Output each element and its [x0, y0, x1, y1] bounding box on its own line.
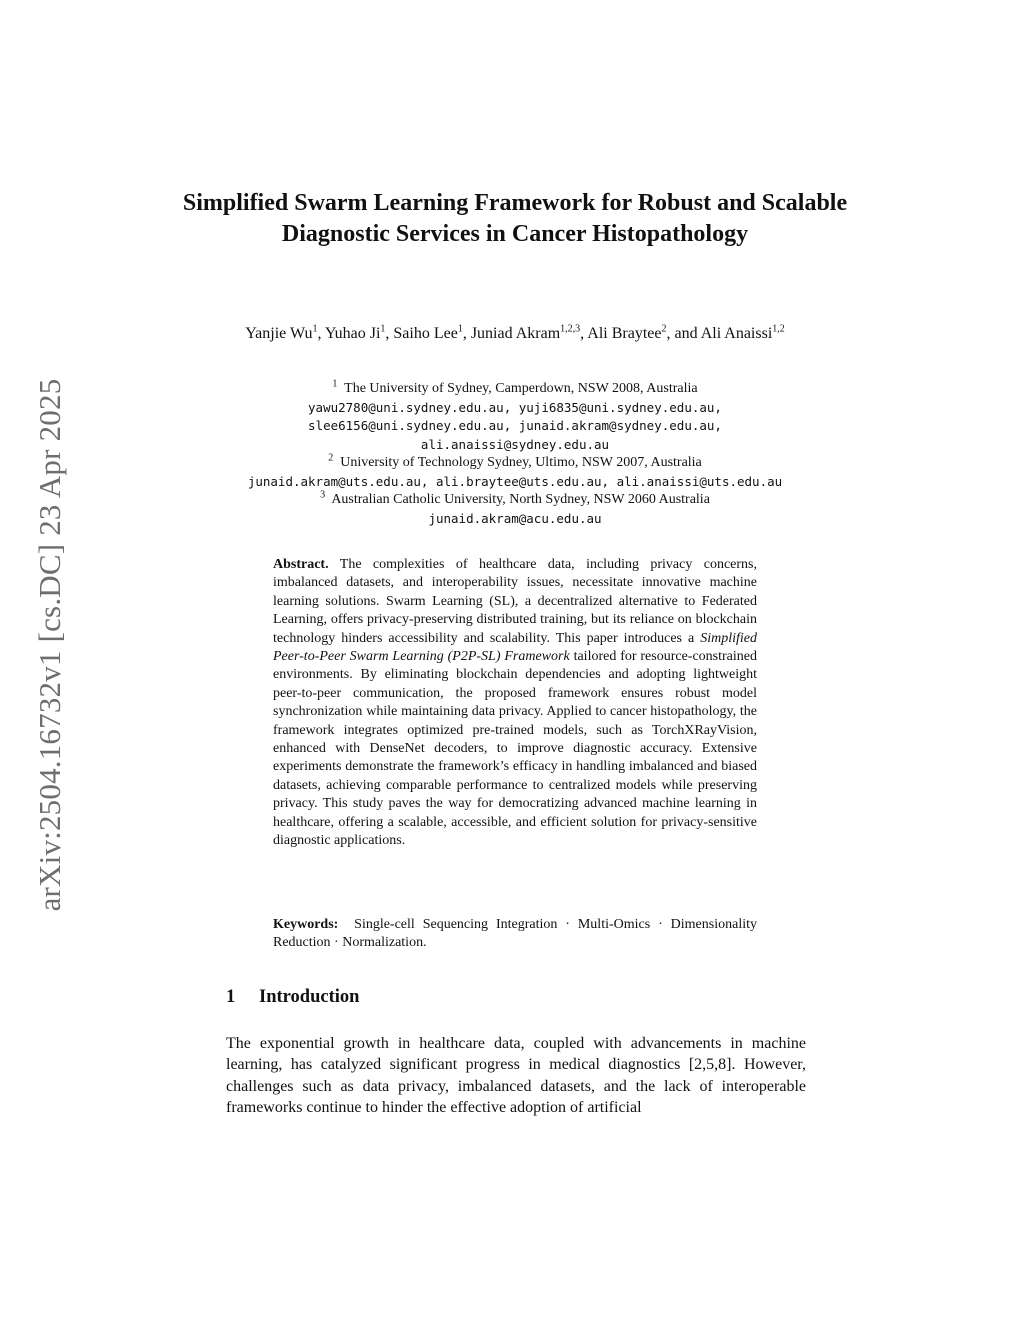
abstract-text-continued: tailored for resource-constrained environments. By eliminating blockchain dependencies and adopting lightweight peer-to-peer communication, the proposed framework ensures robust model synchronization while maintaining data privacy. Applied to cancer histopathology, the framework integrates optimized pre-trained models, such as TorchXRayVision, enhanced with DenseNet decoders, to improve diagnostic accuracy. Extensive experiments demonstrate the framework’s efficacy in handling imbalanced and biased datasets, achieving comparable performance to centralized models while preserving privacy. This study paves the way for democratizing advanced machine learning in healthcare, offering a scalable, accessible, and efficient solution for privacy-sensitive diagnostic applications. [273, 649, 758, 849]
author: Yanjie Wu$^1$, [245, 323, 325, 342]
section-number: 1 [226, 987, 236, 1007]
author: Ali Braytee$^2$, and [587, 323, 701, 342]
paper-title: Simplified Swarm Learning Framework for Robust and Scalable Diagnostic Services in Cancer Histopathology [182, 190, 848, 247]
keywords-label: Keywords: [273, 917, 339, 932]
section-heading [226, 987, 359, 1008]
keywords [273, 916, 757, 953]
author-list [222, 323, 808, 345]
email-line: yawu2780@uni.sydney.edu.au, yuji6835@uni.sydney.edu.au, [308, 399, 722, 415]
author: Juniad Akram$^{1,2,3}$, [470, 323, 588, 342]
author: Ali Anaissi$^{1,2}$ [700, 323, 785, 342]
abstract [273, 556, 757, 851]
author: Saiho Lee$^1$, [393, 323, 471, 342]
email-line: slee6156@uni.sydney.edu.au, junaid.akram@sydney.edu.au, [308, 418, 722, 433]
affiliation-1: $^1$ The University of Sydney, Camperdown, NSW 2008, Australia [332, 378, 698, 396]
affiliation-2: $^2$ University of Technology Sydney, Ultimo, NSW 2007, Australia [328, 452, 702, 470]
email-line: junaid.akram@uts.edu.au, ali.braytee@uts.edu.au, ali.anaissi@uts.edu.au [247, 473, 783, 489]
keywords-text: Single-cell Sequencing Integration · Multi-Omics · Dimensionality Reduction · Normalization. [273, 917, 757, 951]
affiliation-3: $^3$ Australian Catholic University, North Sydney, NSW 2060 Australia [320, 489, 710, 507]
arxiv-sidebar [30, 350, 70, 940]
author: Yuhao Ji$^1$, [324, 323, 394, 342]
affiliations [200, 380, 830, 528]
body-paragraph: The exponential growth in healthcare data, coupled with advancements in machine learning, has catalyzed significant progress in medical diagnostics [2,5,8]. However, challenges such as data privacy, imbalanced datasets, and the lack of interoperable frameworks continue to hinder the effective adoption of artificial [226, 1035, 806, 1116]
arxiv-identifier: arXiv:2504.16732v1 [cs.DC] 23 Apr 2025 [32, 378, 67, 912]
section-title: Introduction [259, 987, 360, 1007]
abstract-text: The complexities of healthcare data, including privacy concerns, imbalanced datasets, and interoperability issues, necessitate innovative machine learning solutions. Swarm Learning (SL), a decentralized alternative to Federated Learning, offers privacy-preserving distributed training, but its reliance on blockchain technology hinders accessibility and scalability. This paper introduces a [273, 557, 757, 646]
email-line: ali.anaissi@sydney.edu.au [420, 436, 610, 452]
abstract-label: Abstract. [273, 557, 329, 572]
abstract-emphasis: Simplified Peer-to-Peer Swarm Learning (P2P-SL) Framework [273, 630, 757, 665]
email-line: junaid.akram@acu.edu.au [428, 510, 602, 526]
